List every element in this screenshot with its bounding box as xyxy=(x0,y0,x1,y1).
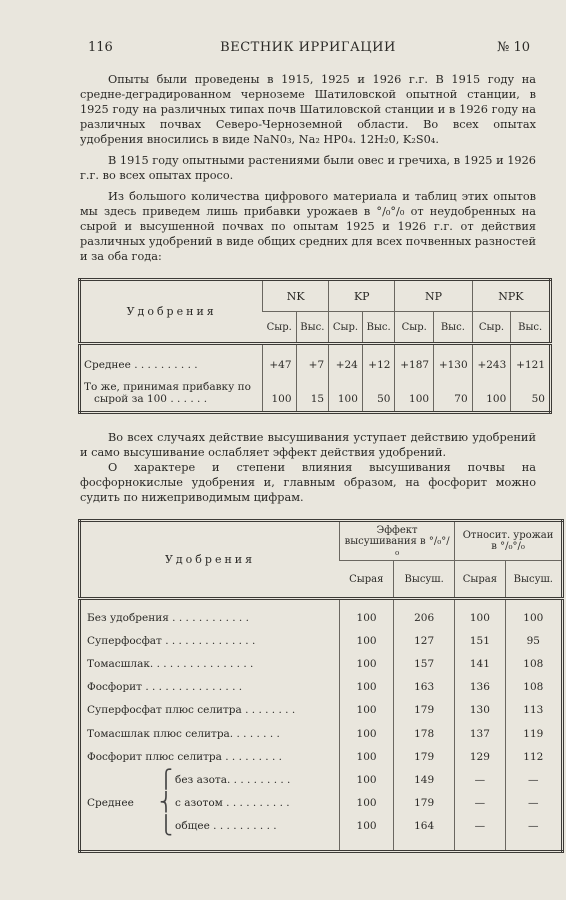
table-cell: 100 xyxy=(340,815,394,838)
table-cell: 100 xyxy=(340,676,394,699)
table-cell: 157 xyxy=(394,652,455,675)
table-cell: 108 xyxy=(505,652,562,675)
table-cell: — xyxy=(455,792,505,815)
table-cell: 100 xyxy=(263,371,296,413)
table-row xyxy=(80,676,563,699)
table-cell: — xyxy=(505,768,562,791)
table1-sub-header: Выс. xyxy=(434,312,473,344)
table1-group-header: NPK xyxy=(472,280,550,312)
table-cell: 129 xyxy=(455,745,505,768)
table1-sub-header: Сыр. xyxy=(266,321,292,333)
table-cell: — xyxy=(455,768,505,791)
table-row xyxy=(80,745,563,768)
table1-row-header: Удобрения xyxy=(80,280,263,344)
average-group-label: Среднее xyxy=(87,797,134,810)
table-cell: +130 xyxy=(434,349,473,371)
table-cell: 50 xyxy=(362,371,395,413)
table-cell: — xyxy=(455,815,505,838)
row-label: Без удобрения . . . . . . . . . . . . xyxy=(87,611,249,624)
table1-sub-header: Сыр. xyxy=(395,312,434,344)
table2-group-header: Относит. урожаи в °/₀°/₀ xyxy=(455,521,563,561)
table2-sub-header: Сырая xyxy=(455,561,505,599)
table-cell: 100 xyxy=(472,371,511,413)
table-row xyxy=(80,722,563,745)
table-cell: 206 xyxy=(394,606,455,629)
table1-sub-header: Сыр. xyxy=(329,312,363,344)
table-cell: 179 xyxy=(394,745,455,768)
table1-sub-header: Выс. xyxy=(362,312,395,344)
table-cell: 100 xyxy=(329,371,363,413)
table-row xyxy=(80,792,563,815)
paragraph-intro-table: Из большого количества цифрового материала и таблиц этих опытов мы здесь приведем лишь прибавки урожаев в °/₀°/₀ от неудобренных на сырой и высушенной почвах по опытам 1925 и 1926 г.г. от действия различных удобрений в виде общих средних для всех почвенных разностей и за оба года: xyxy=(80,190,536,263)
issue-number: № 10 xyxy=(497,40,530,55)
table-cell: +243 xyxy=(472,349,511,371)
table-cell: 50 xyxy=(511,371,551,413)
table-cell: 100 xyxy=(455,606,505,629)
table-cell: +121 xyxy=(511,349,551,371)
table-cell: +24 xyxy=(329,349,363,371)
paragraph-experiments: Опыты были проведены в 1915, 1925 и 1926 г.г. В 1915 году на средне-деградированном черноземе Шатиловской опытной станции, в 1925 году на различных типах почв Шатиловской станции и в 1926 году на различных почвах Северо-Черноземной области. Во всех опытах удобрения вносились в виде NaN0₃, Na₂ HP0₄. 12H₂0, K₂S0₄. xyxy=(80,73,536,146)
table-cell: — xyxy=(505,815,562,838)
table1-sub-header: Сыр. xyxy=(472,312,511,344)
table-cell: 112 xyxy=(505,745,562,768)
table-cell: 100 xyxy=(340,629,394,652)
table2-sub-header: Сырая xyxy=(349,573,384,585)
table-cell: — xyxy=(505,792,562,815)
row-label-line1: То же, принимая прибавку по xyxy=(84,381,251,393)
table-cell: 164 xyxy=(394,815,455,838)
row-label: Томасшлак плюс селитра. . . . . . . . xyxy=(87,727,280,740)
table-row xyxy=(80,349,551,371)
table-cell: 15 xyxy=(296,371,329,413)
table-cell: 100 xyxy=(340,652,394,675)
table-cell: 100 xyxy=(340,699,394,722)
row-label-line2: сырой за 100 . . . . . . xyxy=(94,393,208,405)
table-cell: 179 xyxy=(394,699,455,722)
table-row xyxy=(80,815,563,838)
avg-row-label: Среднее ⎨ с азотом . . . . . . . . . . xyxy=(87,792,290,814)
table-cell: 130 xyxy=(455,699,505,722)
brace-bottom-icon: ⎩ xyxy=(159,815,173,837)
table-row xyxy=(80,652,563,675)
table-cell: 137 xyxy=(455,722,505,745)
table2-sub-header: Высуш. xyxy=(394,561,455,599)
table-cell: 151 xyxy=(455,629,505,652)
table2-sub-header: Высуш. xyxy=(505,561,562,599)
row-label: Фосфорит плюс селитра . . . . . . . . . xyxy=(87,750,282,763)
row-label: Фосфорит . . . . . . . . . . . . . . . xyxy=(87,681,243,694)
row-label: Среднее . . . . . . . . . . xyxy=(84,359,198,371)
drying-effect-table xyxy=(78,519,564,853)
table-cell: +47 xyxy=(263,349,296,371)
table-cell: 163 xyxy=(394,676,455,699)
table-cell: 100 xyxy=(340,745,394,768)
table-cell: 136 xyxy=(455,676,505,699)
table-cell: 108 xyxy=(505,676,562,699)
row-label: Томасшлак. . . . . . . . . . . . . . . . xyxy=(87,657,254,670)
table-cell: 100 xyxy=(505,606,562,629)
table-cell: 113 xyxy=(505,699,562,722)
avg-row-label: ⎧ без азота. . . . . . . . . . xyxy=(80,768,340,791)
table-cell: 100 xyxy=(340,606,394,629)
table-cell: 70 xyxy=(434,371,473,413)
paragraph-phosphorite: О характере и степени влияния высушивания почвы на фосфорнокислые удобрения и, главным образом, на фосфорит можно судить по нижеприводимым цифрам. xyxy=(80,461,536,504)
table-row xyxy=(80,768,563,791)
table-row xyxy=(80,606,563,629)
table-cell: 100 xyxy=(395,371,434,413)
table-cell: 179 xyxy=(394,792,455,815)
table-cell: 127 xyxy=(394,629,455,652)
row-label: Суперфосфат плюс селитра . . . . . . . . xyxy=(87,704,296,717)
table1-group-header: NK xyxy=(263,280,329,312)
journal-title: ВЕСТНИК ИРРИГАЦИИ xyxy=(220,40,396,55)
table-cell: 100 xyxy=(340,768,394,791)
brace-middle-icon: ⎨ xyxy=(159,792,173,814)
table1-group-header: NP xyxy=(395,280,472,312)
table-cell: 119 xyxy=(505,722,562,745)
table-cell: +7 xyxy=(296,349,329,371)
row-label: Суперфосфат . . . . . . . . . . . . . . xyxy=(87,634,256,647)
page-header xyxy=(80,40,536,62)
table-cell: +12 xyxy=(362,349,395,371)
table1-sub-header: Выс. xyxy=(296,312,329,344)
table-cell: 141 xyxy=(455,652,505,675)
avg-row-label: ⎩ общее . . . . . . . . . . xyxy=(80,815,340,838)
table2-group-header: Эффект высушивания в °/₀°/₀ xyxy=(340,521,455,561)
table-cell: 100 xyxy=(340,792,394,815)
table-cell: 100 xyxy=(340,722,394,745)
table-cell: 149 xyxy=(394,768,455,791)
row-label xyxy=(80,371,263,413)
table-row xyxy=(80,629,563,652)
table1-group-header: KP xyxy=(329,280,395,312)
table-cell: +187 xyxy=(395,349,434,371)
fertilizer-effect-table xyxy=(78,278,552,414)
page-number: 116 xyxy=(88,40,113,55)
brace-top-icon: ⎧ xyxy=(159,768,173,790)
table-row xyxy=(80,699,563,722)
paragraph-crops: В 1915 году опытными растениями были овес и гречиха, в 1925 и 1926 г.г. во всех опытах просо. xyxy=(80,154,536,182)
table1-sub-header: Выс. xyxy=(511,312,551,344)
table2-row-header: Удобрения xyxy=(80,521,340,599)
paragraph-drying-effect: Во всех случаях действие высушивания уступает действию удобрений и само высушивание ослабляет эффект действия удобрений. xyxy=(80,431,536,459)
table-cell: 178 xyxy=(394,722,455,745)
table-cell: 95 xyxy=(505,629,562,652)
table-row xyxy=(80,371,551,413)
